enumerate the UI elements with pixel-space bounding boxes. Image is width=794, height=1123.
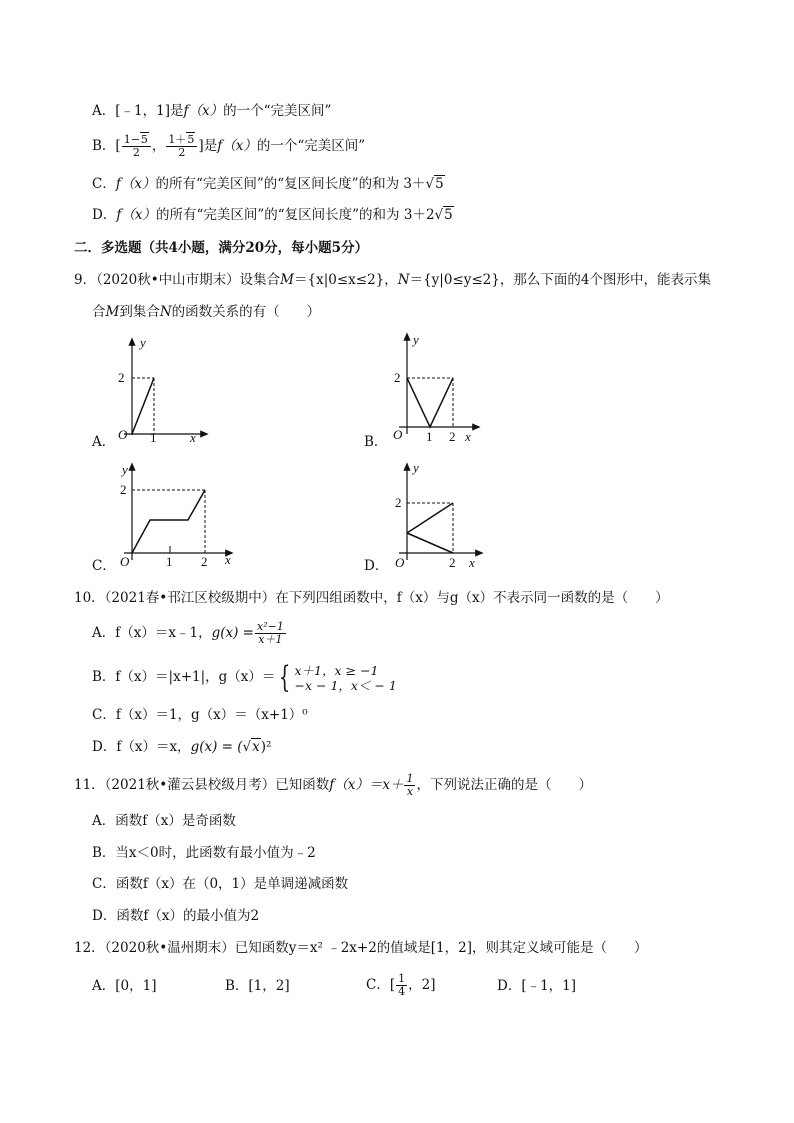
graph-line: [407, 378, 453, 427]
origin-label: O: [393, 427, 403, 442]
q10-option-c: C．f（x）＝1，g（x）＝（x+1）⁰: [92, 707, 308, 723]
tick-label: 2: [395, 495, 402, 510]
q12-stem: 12．（2020秋•温州期末）已知函数y＝x² ﹣2x+2的值域是[1，2]，则其定义域可能是（ ）: [74, 940, 648, 956]
tick-label: 2: [394, 370, 401, 385]
y-label: y: [413, 460, 419, 475]
fraction: $\frac{1}{x}$: [406, 772, 414, 798]
tick-label: 2: [449, 555, 456, 570]
fraction: $\frac{1+5}{2}$: [166, 134, 197, 159]
tick-label: 2: [201, 554, 208, 569]
q9-stem-line2: 合M到集合N的函数关系的有（ ）: [92, 304, 321, 320]
graph-line: [407, 533, 453, 553]
x-label: x: [225, 552, 231, 567]
x-label: x: [190, 430, 196, 445]
origin-label: O: [120, 554, 130, 569]
q8-option-c: C．f（x）的所有“完美区间”的“复区间长度”的和为 3＋√5: [92, 176, 444, 192]
q11-option-d: D．函数f（x）的最小值为2: [92, 908, 260, 924]
x-label: x: [465, 429, 471, 444]
q9-label-b: B．: [364, 434, 388, 450]
graph-c: [110, 460, 240, 572]
y-label: y: [122, 462, 128, 477]
graph-line: [132, 490, 205, 553]
q12-option-d: D．[﹣1，1]: [497, 978, 577, 994]
q8-option-d: D．f（x）的所有“完美区间”的“复区间长度”的和为 3＋2√5: [92, 207, 453, 223]
q12-option-b: B．[1，2]: [225, 978, 290, 994]
tick-label: 1: [150, 430, 157, 445]
origin-label: O: [395, 555, 405, 570]
graph-line: [132, 378, 154, 434]
graph-b: [385, 330, 495, 450]
q8-option-a: A．[﹣1，1]是f（x）的一个“完美区间”: [92, 103, 332, 119]
fraction: $\frac{1-5}{2}$: [122, 134, 151, 159]
tick-label: 1: [426, 429, 433, 444]
graph-d: [385, 460, 495, 572]
origin-label: O: [118, 427, 128, 442]
q9-label-a: A．: [92, 434, 116, 450]
q10-option-d: D．f（x）＝x，g(x) = (√x)²: [92, 739, 272, 755]
x-label: x: [469, 555, 475, 570]
q10-option-b: B．f（x）＝|x+1|，g（x）＝ { x＋1，x ≥ −1 −x − 1，x＜ − 1: [92, 659, 397, 695]
tick-label: 2: [120, 482, 127, 497]
q12-option-c: C．[ $\frac{1}{4}$ ，2]: [366, 972, 436, 998]
fraction: $\frac{\text{x²−1}}{x+1}$: [256, 620, 284, 646]
graph-a: [110, 335, 220, 450]
q11-option-b: B．当x＜0时，此函数有最小值为﹣2: [92, 845, 316, 861]
q9-label-d: D．: [364, 558, 389, 574]
q8-option-b: B．[ $\frac{1-5}{2}$ ， $\frac{1+5}{2}$ ]是f（x）的一个“完美区间”: [92, 133, 366, 159]
graph-line: [407, 503, 453, 533]
fraction: $\frac{1}{4}$: [398, 972, 406, 998]
q11-option-a: A．函数f（x）是奇函数: [92, 813, 236, 829]
tick-label: 2: [449, 429, 456, 444]
q11-stem: 11．（2021秋•灌云县校级月考）已知函数f（x）＝x＋ $\frac{1}{x}$ ，下列说法正确的是（ ）: [74, 772, 592, 798]
y-label: y: [413, 332, 419, 347]
q9-stem-line1: 9．（2020秋•中山市期末）设集合M＝{x|0≤x≤2}，N＝{y|0≤y≤2}，那么下面的4个图形中，能表示集: [74, 272, 711, 288]
tick-label: 1: [166, 554, 173, 569]
tick-label: 2: [118, 370, 125, 385]
q9-label-c: C．: [92, 558, 116, 574]
q10-stem: 10．（2021春•邗江区校级期中）在下列四组函数中，f（x）与g（x）不表示同一函数的是（ ）: [74, 590, 669, 606]
y-label: y: [140, 335, 146, 350]
q11-option-c: C．函数f（x）在（0，1）是单调递减函数: [92, 876, 349, 892]
q10-option-a: A．f（x）＝x﹣1，g(x) = $\frac{\text{x²−1}}{x+1}$: [92, 620, 284, 646]
q12-option-a: A．[0，1]: [92, 978, 157, 994]
section-heading: 二．多选题（共4小题，满分20分，每小题5分）: [74, 240, 369, 256]
